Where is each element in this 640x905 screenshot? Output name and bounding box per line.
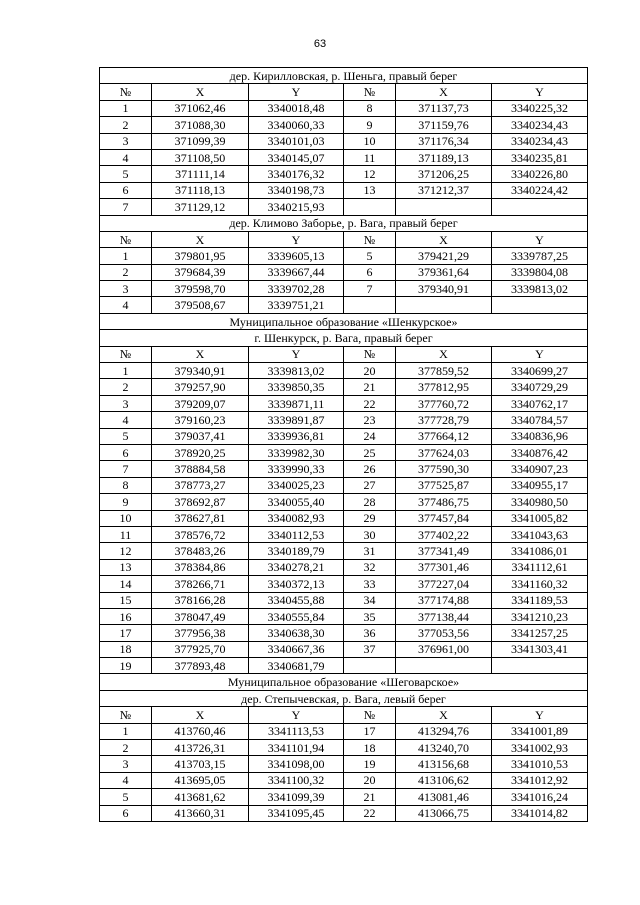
x-coordinate: 379209,07	[152, 395, 249, 411]
table-row	[100, 182, 588, 198]
y-coordinate: 3340082,93	[249, 510, 344, 526]
column-header: X	[396, 707, 492, 723]
x-coordinate: 378047,49	[152, 608, 249, 624]
y-coordinate: 3341257,25	[492, 625, 588, 641]
y-coordinate: 3341086,01	[492, 543, 588, 559]
point-number: 35	[344, 608, 396, 624]
x-coordinate: 377728,79	[396, 412, 492, 428]
x-coordinate: 377590,30	[396, 461, 492, 477]
x-coordinate: 371137,73	[396, 100, 492, 116]
x-coordinate: 371159,76	[396, 117, 492, 133]
point-number: 7	[344, 281, 396, 297]
column-header: Y	[492, 707, 588, 723]
x-coordinate: 377486,75	[396, 494, 492, 510]
x-coordinate: 377053,56	[396, 625, 492, 641]
x-coordinate: 377925,70	[152, 641, 249, 657]
section-title: дер. Климово Заборье, р. Вага, правый берег	[100, 215, 588, 231]
x-coordinate: 377525,87	[396, 477, 492, 493]
point-number: 3	[100, 281, 152, 297]
x-coordinate: 378773,27	[152, 477, 249, 493]
y-coordinate: 3339751,21	[249, 297, 344, 313]
y-coordinate: 3340681,79	[249, 658, 344, 674]
point-number: 27	[344, 477, 396, 493]
table-row	[100, 789, 588, 805]
table-row	[100, 608, 588, 624]
y-coordinate: 3341101,94	[249, 740, 344, 756]
y-coordinate: 3340762,17	[492, 395, 588, 411]
y-coordinate: 3339702,28	[249, 281, 344, 297]
y-coordinate: 3341210,23	[492, 608, 588, 624]
point-number: 32	[344, 559, 396, 575]
point-number: 4	[100, 412, 152, 428]
x-coordinate: 377893,48	[152, 658, 249, 674]
point-number: 16	[100, 608, 152, 624]
y-coordinate: 3340234,43	[492, 117, 588, 133]
table-row	[100, 641, 588, 657]
point-number: 3	[100, 395, 152, 411]
x-coordinate: 377956,38	[152, 625, 249, 641]
x-coordinate	[396, 199, 492, 215]
point-number: 17	[344, 723, 396, 739]
table-row	[100, 166, 588, 182]
x-coordinate: 371212,37	[396, 182, 492, 198]
x-coordinate: 371118,13	[152, 182, 249, 198]
point-number: 4	[100, 149, 152, 165]
column-header: X	[396, 346, 492, 362]
y-coordinate: 3340224,42	[492, 182, 588, 198]
table-row	[100, 363, 588, 379]
x-coordinate: 378692,87	[152, 494, 249, 510]
point-number: 8	[100, 477, 152, 493]
point-number: 5	[100, 789, 152, 805]
y-coordinate: 3340112,53	[249, 526, 344, 542]
point-number: 6	[344, 264, 396, 280]
column-header: №	[344, 84, 396, 100]
x-coordinate: 378627,81	[152, 510, 249, 526]
column-header: №	[100, 231, 152, 247]
x-coordinate: 377664,12	[396, 428, 492, 444]
table-row	[100, 592, 588, 608]
column-header: №	[100, 707, 152, 723]
x-coordinate: 413760,46	[152, 723, 249, 739]
x-coordinate: 413703,15	[152, 756, 249, 772]
y-coordinate: 3341095,45	[249, 805, 344, 821]
point-number: 33	[344, 576, 396, 592]
x-coordinate: 413081,46	[396, 789, 492, 805]
column-header: №	[344, 707, 396, 723]
header-row	[100, 84, 588, 100]
point-number: 23	[344, 412, 396, 428]
point-number: 10	[344, 133, 396, 149]
table-row	[100, 625, 588, 641]
point-number: 5	[100, 166, 152, 182]
y-coordinate: 3340638,30	[249, 625, 344, 641]
y-coordinate: 3341043,63	[492, 526, 588, 542]
header-row	[100, 231, 588, 247]
point-number: 29	[344, 510, 396, 526]
section-title: г. Шенкурск, р. Вага, правый берег	[100, 330, 588, 346]
table-row	[100, 477, 588, 493]
x-coordinate: 376961,00	[396, 641, 492, 657]
x-coordinate: 413660,31	[152, 805, 249, 821]
point-number: 37	[344, 641, 396, 657]
point-number: 1	[100, 723, 152, 739]
point-number: 24	[344, 428, 396, 444]
point-number: 13	[100, 559, 152, 575]
point-number: 2	[100, 117, 152, 133]
point-number: 19	[100, 658, 152, 674]
table-row	[100, 723, 588, 739]
x-coordinate: 371189,13	[396, 149, 492, 165]
y-coordinate: 3339804,08	[492, 264, 588, 280]
point-number: 6	[100, 444, 152, 460]
column-header: X	[396, 231, 492, 247]
point-number: 8	[344, 100, 396, 116]
point-number: 19	[344, 756, 396, 772]
y-coordinate: 3340980,50	[492, 494, 588, 510]
y-coordinate: 3339982,30	[249, 444, 344, 460]
y-coordinate: 3340667,36	[249, 641, 344, 657]
table-row	[100, 576, 588, 592]
point-number	[344, 297, 396, 313]
x-coordinate: 379801,95	[152, 248, 249, 264]
y-coordinate: 3341303,41	[492, 641, 588, 657]
y-coordinate: 3341012,92	[492, 772, 588, 788]
point-number: 18	[344, 740, 396, 756]
section-title: Муниципальное образование «Шеговарское»	[100, 674, 588, 690]
y-coordinate: 3340729,29	[492, 379, 588, 395]
point-number: 3	[100, 756, 152, 772]
page-number: 63	[313, 38, 327, 50]
y-coordinate: 3341160,32	[492, 576, 588, 592]
y-coordinate: 3340555,84	[249, 608, 344, 624]
point-number: 26	[344, 461, 396, 477]
point-number: 30	[344, 526, 396, 542]
point-number: 3	[100, 133, 152, 149]
y-coordinate: 3339871,11	[249, 395, 344, 411]
point-number: 2	[100, 264, 152, 280]
table-row	[100, 805, 588, 821]
section-row	[100, 68, 588, 84]
table-row	[100, 772, 588, 788]
table-row	[100, 149, 588, 165]
point-number: 20	[344, 772, 396, 788]
point-number: 2	[100, 740, 152, 756]
y-coordinate: 3340278,21	[249, 559, 344, 575]
x-coordinate: 371062,46	[152, 100, 249, 116]
x-coordinate: 413106,62	[396, 772, 492, 788]
y-coordinate: 3340101,03	[249, 133, 344, 149]
section-title: дер. Степычевская, р. Вага, левый берег	[100, 690, 588, 706]
table-row	[100, 559, 588, 575]
x-coordinate: 377624,03	[396, 444, 492, 460]
point-number: 14	[100, 576, 152, 592]
table-row	[100, 395, 588, 411]
y-coordinate: 3339850,35	[249, 379, 344, 395]
column-header: №	[100, 84, 152, 100]
point-number: 9	[344, 117, 396, 133]
x-coordinate: 378576,72	[152, 526, 249, 542]
y-coordinate: 3341098,00	[249, 756, 344, 772]
x-coordinate: 379361,64	[396, 264, 492, 280]
x-coordinate: 371088,30	[152, 117, 249, 133]
point-number: 6	[100, 805, 152, 821]
point-number: 13	[344, 182, 396, 198]
y-coordinate: 3340226,80	[492, 166, 588, 182]
y-coordinate: 3341001,89	[492, 723, 588, 739]
point-number: 21	[344, 789, 396, 805]
coordinates-table	[99, 67, 588, 822]
x-coordinate: 371176,34	[396, 133, 492, 149]
section-row	[100, 690, 588, 706]
point-number	[344, 199, 396, 215]
y-coordinate: 3341002,93	[492, 740, 588, 756]
x-coordinate: 379257,90	[152, 379, 249, 395]
point-number: 4	[100, 772, 152, 788]
y-coordinate: 3339990,33	[249, 461, 344, 477]
y-coordinate: 3341189,53	[492, 592, 588, 608]
x-coordinate	[396, 658, 492, 674]
x-coordinate: 377174,88	[396, 592, 492, 608]
y-coordinate: 3339667,44	[249, 264, 344, 280]
column-header: Y	[249, 231, 344, 247]
y-coordinate: 3340198,73	[249, 182, 344, 198]
x-coordinate: 379340,91	[396, 281, 492, 297]
column-header: Y	[249, 707, 344, 723]
y-coordinate: 3339813,02	[492, 281, 588, 297]
y-coordinate: 3341100,32	[249, 772, 344, 788]
section-row	[100, 313, 588, 329]
x-coordinate: 378166,28	[152, 592, 249, 608]
point-number: 7	[100, 461, 152, 477]
x-coordinate: 413240,70	[396, 740, 492, 756]
point-number: 1	[100, 363, 152, 379]
table-row	[100, 100, 588, 116]
y-coordinate: 3340234,43	[492, 133, 588, 149]
x-coordinate: 378920,25	[152, 444, 249, 460]
table-row	[100, 264, 588, 280]
y-coordinate: 3340215,93	[249, 199, 344, 215]
point-number: 1	[100, 248, 152, 264]
y-coordinate: 3339936,81	[249, 428, 344, 444]
x-coordinate: 378483,26	[152, 543, 249, 559]
y-coordinate: 3341113,53	[249, 723, 344, 739]
x-coordinate: 379421,29	[396, 248, 492, 264]
table-row	[100, 658, 588, 674]
x-coordinate: 379340,91	[152, 363, 249, 379]
x-coordinate: 371108,50	[152, 149, 249, 165]
table-row	[100, 526, 588, 542]
y-coordinate: 3341014,82	[492, 805, 588, 821]
point-number: 4	[100, 297, 152, 313]
point-number: 12	[344, 166, 396, 182]
y-coordinate: 3340225,32	[492, 100, 588, 116]
section-row	[100, 215, 588, 231]
column-header: №	[344, 346, 396, 362]
y-coordinate: 3340145,07	[249, 149, 344, 165]
y-coordinate: 3339891,87	[249, 412, 344, 428]
point-number: 25	[344, 444, 396, 460]
x-coordinate: 377227,04	[396, 576, 492, 592]
table-row	[100, 428, 588, 444]
y-coordinate: 3340455,88	[249, 592, 344, 608]
x-coordinate: 377859,52	[396, 363, 492, 379]
x-coordinate: 371206,25	[396, 166, 492, 182]
table-row	[100, 740, 588, 756]
x-coordinate: 413294,76	[396, 723, 492, 739]
column-header: X	[152, 231, 249, 247]
x-coordinate: 379684,39	[152, 264, 249, 280]
table-row	[100, 756, 588, 772]
y-coordinate: 3340699,27	[492, 363, 588, 379]
table-row	[100, 494, 588, 510]
y-coordinate: 3341099,39	[249, 789, 344, 805]
y-coordinate: 3340025,23	[249, 477, 344, 493]
column-header: X	[396, 84, 492, 100]
point-number: 1	[100, 100, 152, 116]
y-coordinate	[492, 658, 588, 674]
x-coordinate: 371099,39	[152, 133, 249, 149]
point-number: 22	[344, 805, 396, 821]
point-number: 11	[344, 149, 396, 165]
y-coordinate: 3339787,25	[492, 248, 588, 264]
x-coordinate: 377301,46	[396, 559, 492, 575]
x-coordinate: 378384,86	[152, 559, 249, 575]
y-coordinate: 3341016,24	[492, 789, 588, 805]
header-row	[100, 346, 588, 362]
point-number: 15	[100, 592, 152, 608]
column-header: X	[152, 707, 249, 723]
y-coordinate: 3340907,23	[492, 461, 588, 477]
point-number: 2	[100, 379, 152, 395]
column-header: Y	[492, 346, 588, 362]
y-coordinate	[492, 297, 588, 313]
x-coordinate: 413726,31	[152, 740, 249, 756]
point-number: 22	[344, 395, 396, 411]
column-header: Y	[492, 84, 588, 100]
y-coordinate: 3340784,57	[492, 412, 588, 428]
point-number: 10	[100, 510, 152, 526]
table-row	[100, 248, 588, 264]
point-number: 7	[100, 199, 152, 215]
table-row	[100, 412, 588, 428]
table-row	[100, 379, 588, 395]
section-row	[100, 330, 588, 346]
point-number: 6	[100, 182, 152, 198]
point-number: 20	[344, 363, 396, 379]
point-number: 5	[100, 428, 152, 444]
section-row	[100, 674, 588, 690]
x-coordinate: 379160,23	[152, 412, 249, 428]
y-coordinate: 3340955,17	[492, 477, 588, 493]
column-header: X	[152, 84, 249, 100]
x-coordinate: 413066,75	[396, 805, 492, 821]
table-row	[100, 444, 588, 460]
point-number: 11	[100, 526, 152, 542]
x-coordinate: 413681,62	[152, 789, 249, 805]
y-coordinate: 3339813,02	[249, 363, 344, 379]
x-coordinate: 377457,84	[396, 510, 492, 526]
point-number: 28	[344, 494, 396, 510]
x-coordinate: 377402,22	[396, 526, 492, 542]
x-coordinate: 379508,67	[152, 297, 249, 313]
table-row	[100, 543, 588, 559]
y-coordinate: 3341112,61	[492, 559, 588, 575]
section-title: дер. Кирилловская, р. Шеньга, правый берег	[100, 68, 588, 84]
column-header: Y	[249, 84, 344, 100]
y-coordinate: 3340235,81	[492, 149, 588, 165]
x-coordinate: 413695,05	[152, 772, 249, 788]
table-row	[100, 133, 588, 149]
table-row	[100, 281, 588, 297]
x-coordinate: 371111,14	[152, 166, 249, 182]
x-coordinate: 377812,95	[396, 379, 492, 395]
point-number: 34	[344, 592, 396, 608]
x-coordinate: 377341,49	[396, 543, 492, 559]
table-row	[100, 199, 588, 215]
x-coordinate: 377138,44	[396, 608, 492, 624]
point-number: 31	[344, 543, 396, 559]
x-coordinate: 379598,70	[152, 281, 249, 297]
point-number: 36	[344, 625, 396, 641]
y-coordinate: 3340018,48	[249, 100, 344, 116]
x-coordinate	[396, 297, 492, 313]
x-coordinate: 378884,58	[152, 461, 249, 477]
point-number: 12	[100, 543, 152, 559]
y-coordinate: 3340055,40	[249, 494, 344, 510]
header-row	[100, 707, 588, 723]
column-header: Y	[492, 231, 588, 247]
x-coordinate: 379037,41	[152, 428, 249, 444]
y-coordinate: 3341005,82	[492, 510, 588, 526]
column-header: №	[100, 346, 152, 362]
table-row	[100, 510, 588, 526]
table-row	[100, 117, 588, 133]
point-number: 18	[100, 641, 152, 657]
y-coordinate: 3340189,79	[249, 543, 344, 559]
column-header: X	[152, 346, 249, 362]
point-number: 5	[344, 248, 396, 264]
point-number	[344, 658, 396, 674]
y-coordinate	[492, 199, 588, 215]
section-title: Муниципальное образование «Шенкурское»	[100, 313, 588, 329]
point-number: 9	[100, 494, 152, 510]
x-coordinate: 378266,71	[152, 576, 249, 592]
y-coordinate: 3339605,13	[249, 248, 344, 264]
point-number: 17	[100, 625, 152, 641]
point-number: 21	[344, 379, 396, 395]
table-row	[100, 461, 588, 477]
column-header: Y	[249, 346, 344, 362]
y-coordinate: 3341010,53	[492, 756, 588, 772]
x-coordinate: 413156,68	[396, 756, 492, 772]
y-coordinate: 3340836,96	[492, 428, 588, 444]
y-coordinate: 3340372,13	[249, 576, 344, 592]
table-row	[100, 297, 588, 313]
x-coordinate: 371129,12	[152, 199, 249, 215]
y-coordinate: 3340060,33	[249, 117, 344, 133]
y-coordinate: 3340876,42	[492, 444, 588, 460]
column-header: №	[344, 231, 396, 247]
x-coordinate: 377760,72	[396, 395, 492, 411]
y-coordinate: 3340176,32	[249, 166, 344, 182]
